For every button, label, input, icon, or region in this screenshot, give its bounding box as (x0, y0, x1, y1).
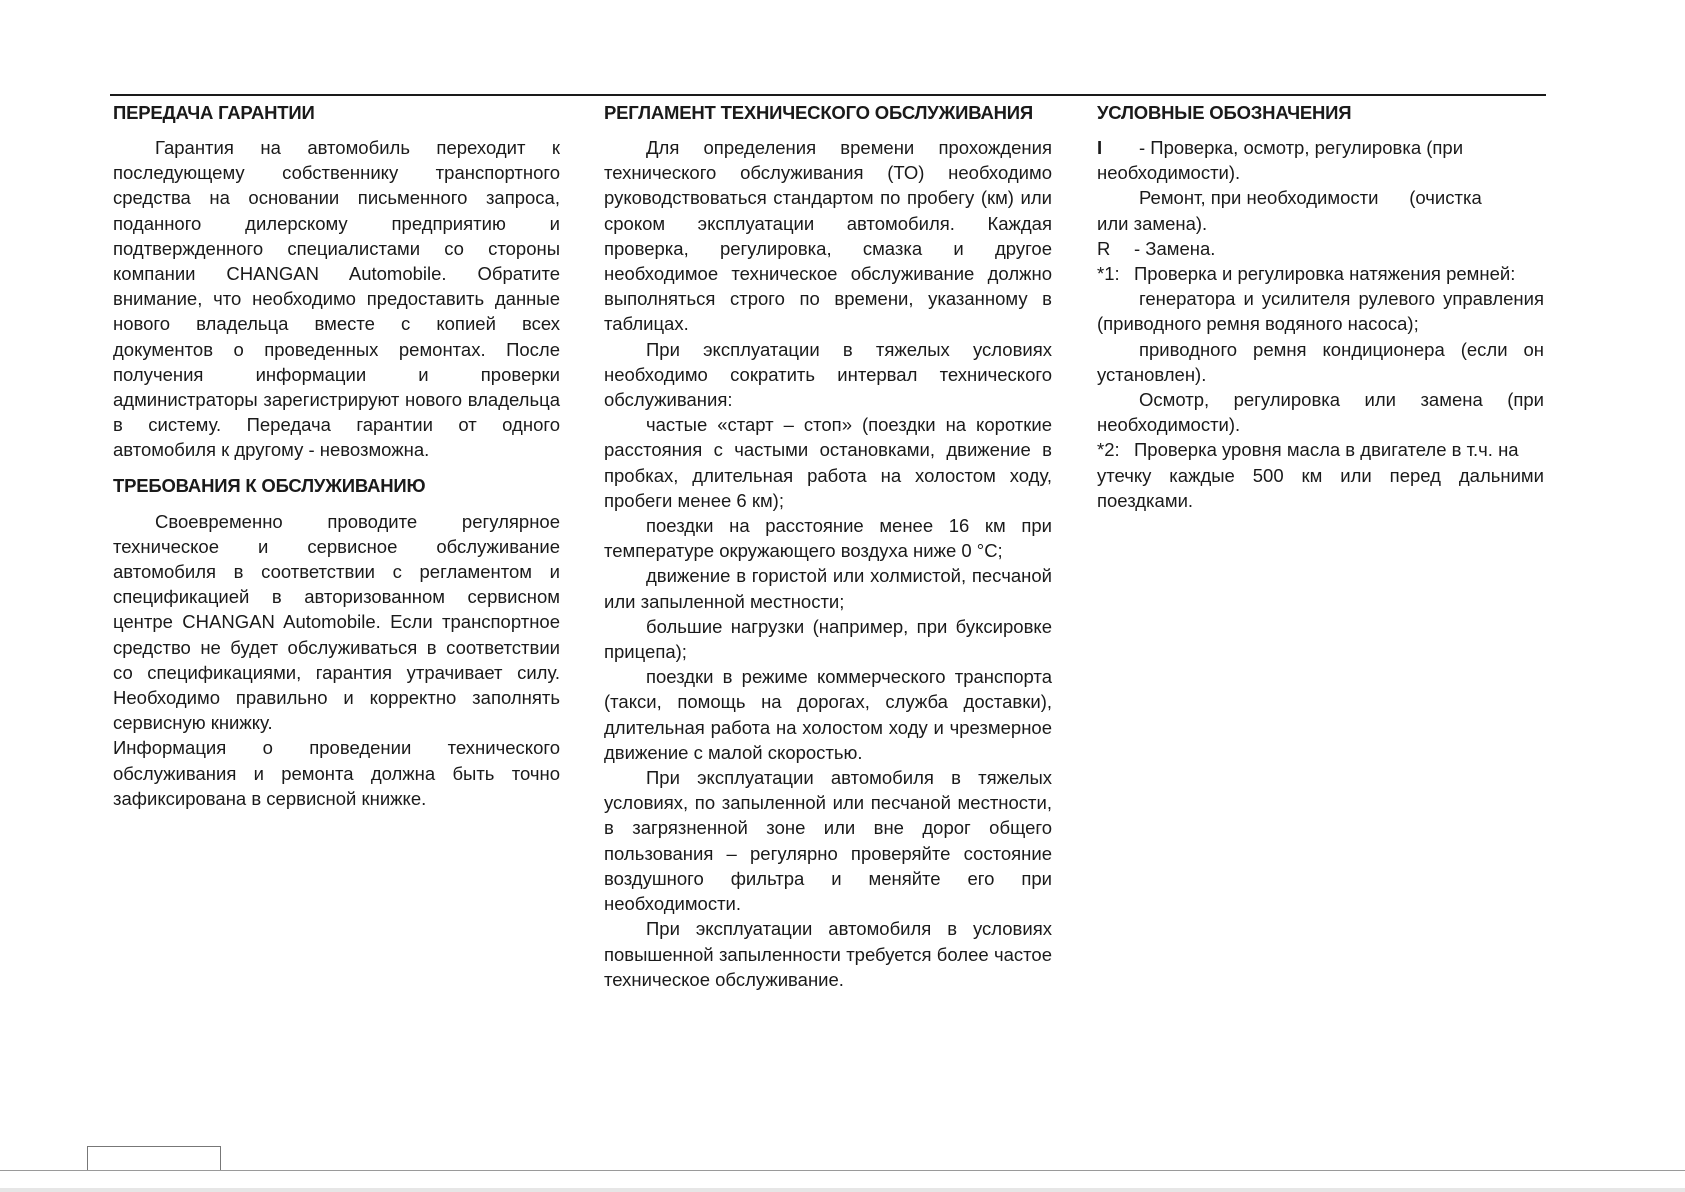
column-maintenance-schedule (604, 100, 1052, 992)
note-2-key: *2: (1097, 439, 1120, 461)
legend-inspect-text: - Проверка, осмотр, регулировка (при (1139, 137, 1464, 158)
note-1-ac-belt: приводного ремня кондиционера (если он установлен). (1097, 338, 1544, 385)
condition-cold-short-trips: поездки на расстояние менее 16 км при температуре окружающего воздуха ниже 0 °С; (604, 515, 1052, 562)
note-2-text: Проверка уровня масла в двигателе в т.ч. на (1134, 439, 1519, 461)
severe-conditions-paragraph: При эксплуатации в тяжелых условиях необходимо сократить интервал технического обслуживания: (604, 338, 1052, 411)
legend-key-i: I (1097, 137, 1103, 158)
legend-inspect-continuation: необходимости). (1097, 162, 1241, 184)
warranty-transfer-heading: ПЕРЕДАЧА ГАРАНТИИ (113, 102, 315, 123)
column-warranty (113, 100, 560, 811)
bottom-band (0, 1188, 1685, 1192)
legend-key-r: R (1097, 237, 1111, 259)
legend-replace-row (1097, 236, 1544, 261)
dusty-conditions-paragraph: При эксплуатации автомобиля в условиях повышенной запыленности требуется более частое техническое обслуживание. (604, 918, 1052, 990)
condition-terrain: движение в гористой или холмистой, песчаной или запыленной местности; (604, 565, 1052, 612)
service-record-paragraph: Информация о проведении технического обслуживания и ремонта должна быть точно зафиксирована в сервисной книжке. (113, 737, 560, 809)
note-2-row (1097, 437, 1544, 462)
note-1-generator: генератора и усилителя рулевого управления (приводного ремня водяного насоса); (1097, 288, 1544, 335)
legend-repair-continuation: или замена). (1097, 212, 1208, 234)
page-number-tab (87, 1146, 221, 1170)
condition-commercial: поездки в режиме коммерческого транспорта (такси, помощь на дорогах, служба доставки), длительная работа на холостом ходу и чрезмерное движение с малой скоростью. (604, 666, 1052, 763)
maintenance-intro-paragraph: Для определения времени прохождения технического обслуживания (ТО) необходимо руководствоваться стандартом по пробегу (км) или сроком эксплуатации автомобиля. Каждая проверка, регулировка, смазка и другое необходимое техническое обслуживание должно выполняться строго по времени, указанному в таблицах. (604, 137, 1052, 335)
note-1-inspection: Осмотр, регулировка или замена (при необходимости). (1097, 389, 1544, 436)
legend-repair-text: Ремонт, при необходимости (очистка (1139, 187, 1482, 209)
note-1-text: Проверка и регулировка натяжения ремней: (1134, 263, 1516, 285)
note-2-continuation: утечку каждые 500 км или перед дальними поездками. (1097, 464, 1544, 511)
air-filter-paragraph: При эксплуатации автомобиля в тяжелых условиях, по запыленной или песчаной местности, в загрязненной зоне или вне дорог общего пользования – регулярно проверяйте состояние воздушного фильтра и меняйте его при необходимости. (604, 767, 1052, 915)
legend-replace-text: - Замена. (1134, 237, 1216, 259)
warranty-transfer-paragraph: Гарантия на автомобиль переходит к последующему собственнику транспортного средства на основании письменного запроса, поданного дилерскому предприятию и подтвержденного специалистами со стороны компании CHANGAN Automobile. Обратите внимание, что необходимо предоставить данные нового владельца вместе с копией всех документов о проведенных ремонтах. После получения информации и проверки администраторы зарегистрируют нового владельца в систему. Передача гарантии от одного автомобиля к другому - невозможна. (113, 137, 560, 461)
service-requirements-heading: ТРЕБОВАНИЯ К ОБСЛУЖИВАНИЮ (113, 474, 426, 496)
note-1-key: *1: (1097, 263, 1120, 285)
note-1-row (1097, 261, 1544, 286)
condition-heavy-loads: большие нагрузки (например, при буксировке прицепа); (604, 615, 1052, 663)
top-divider (110, 94, 1546, 96)
bottom-divider (0, 1170, 1685, 1171)
legend-heading: УСЛОВНЫЕ ОБОЗНАЧЕНИЯ (1097, 102, 1352, 123)
service-requirements-paragraph: Своевременно проводите регулярное техническое и сервисное обслуживание автомобиля в соответствии с регламентом и спецификацией в авторизованном сервисном центре CHANGAN Automobile. Если транспортное средство не будет обслуживаться в соответствии со спецификациями, гарантия утрачивает силу. Необходимо правильно и корректно заполнять сервисную книжку. (113, 510, 560, 734)
maintenance-schedule-heading: РЕГЛАМЕНТ ТЕХНИЧЕСКОГО ОБСЛУЖИВАНИЯ (604, 102, 1033, 123)
column-legend (1097, 100, 1544, 513)
legend-inspect-row (1097, 135, 1544, 160)
condition-stop-start: частые «старт – стоп» (поездки на короткие расстояния с частыми остановками, движение в пробках, длительная работа на холостом ходу, пробеги менее 6 км); (604, 414, 1052, 511)
